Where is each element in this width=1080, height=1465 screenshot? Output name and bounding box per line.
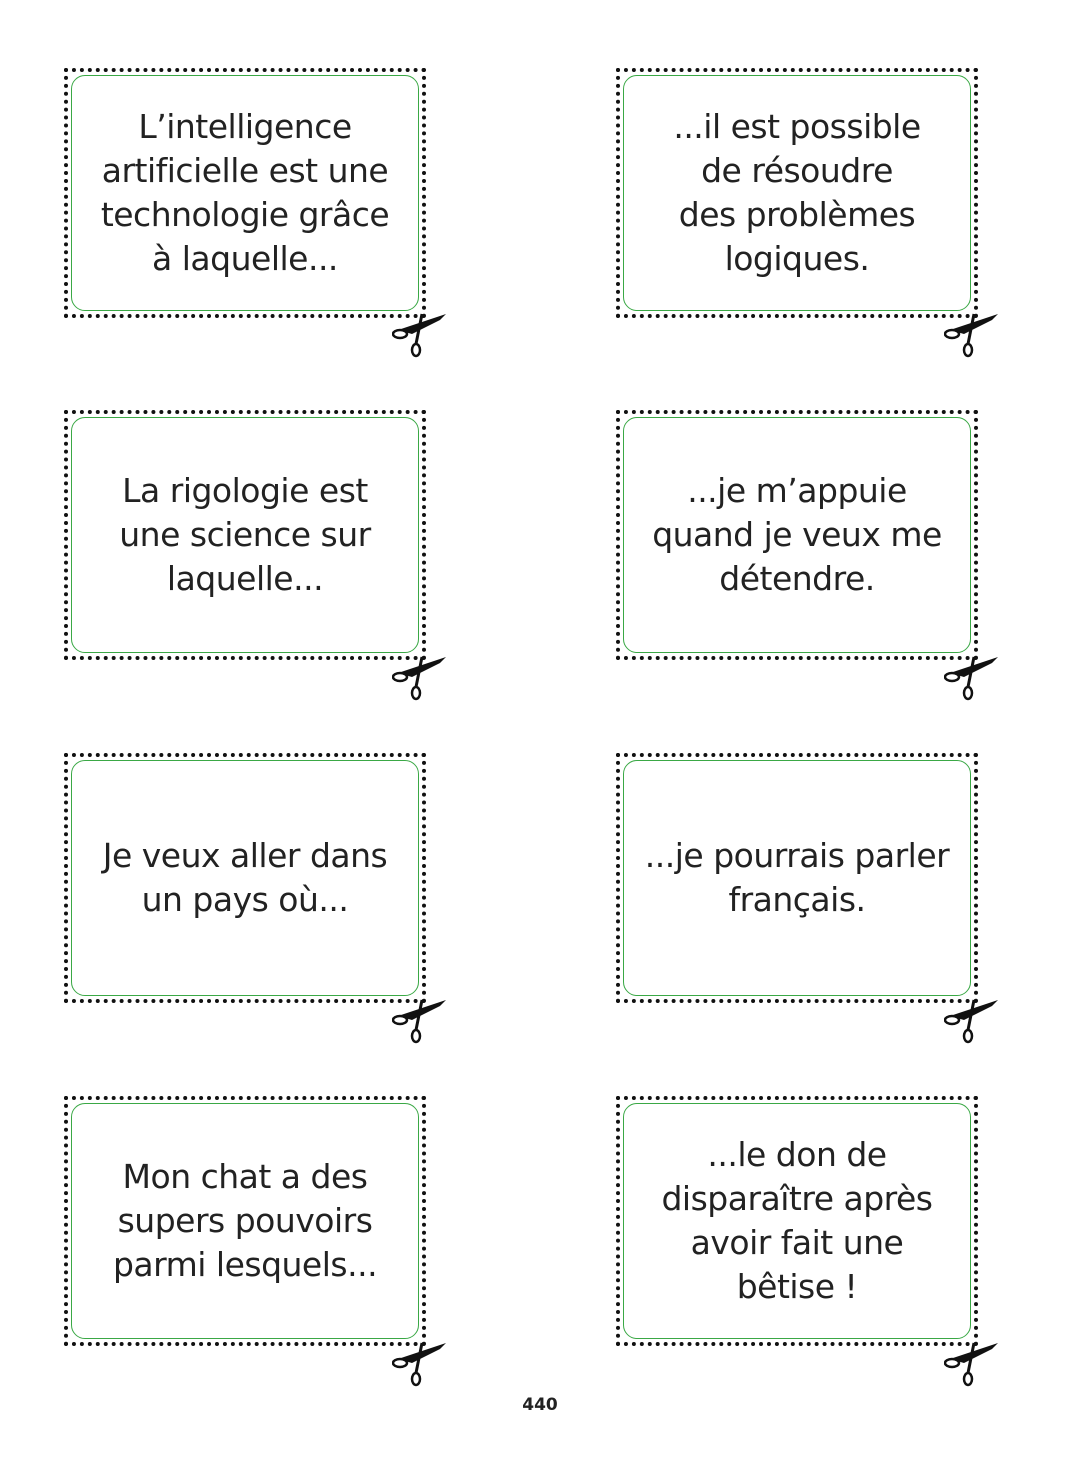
card-text: Mon chat a des supers pouvoirs parmi lesquels... <box>112 1157 378 1284</box>
card-cut-outline <box>64 753 426 1003</box>
card-text: ...il est possible de résoudre des problèmes logiques. <box>673 107 921 278</box>
scissors-icon <box>944 651 1004 701</box>
card-cut-outline <box>616 410 978 660</box>
card <box>71 1103 419 1339</box>
card-cut-outline <box>64 1096 426 1346</box>
card-cut-outline <box>616 68 978 318</box>
scissors-icon <box>944 1337 1004 1387</box>
card <box>623 75 971 311</box>
scissors-icon <box>392 651 452 701</box>
card <box>623 760 971 996</box>
card-text: La rigologie est une science sur laquelle... <box>119 471 371 598</box>
card <box>71 75 419 311</box>
card-text: ...je pourrais parler français. <box>644 836 950 919</box>
card-cut-outline <box>616 1096 978 1346</box>
card <box>623 1103 971 1339</box>
scissors-icon <box>944 994 1004 1044</box>
scissors-icon <box>392 994 452 1044</box>
card-text: Je veux aller dans un pays où... <box>102 836 388 919</box>
card-text: ...je m’appuie quand je veux me détendre. <box>652 471 942 598</box>
card <box>623 417 971 653</box>
scissors-icon <box>944 308 1004 358</box>
scissors-icon <box>392 308 452 358</box>
card <box>71 417 419 653</box>
card-text: ...le don de disparaître après avoir fait une bêtise ! <box>661 1135 933 1306</box>
card-text: L’intelligence artificielle est une technologie grâce à laquelle... <box>100 107 390 278</box>
card-cut-outline <box>616 753 978 1003</box>
card-cut-outline <box>64 68 426 318</box>
card <box>71 760 419 996</box>
card-cut-outline <box>64 410 426 660</box>
page-number: 440 <box>522 1395 558 1415</box>
scissors-icon <box>392 1337 452 1387</box>
